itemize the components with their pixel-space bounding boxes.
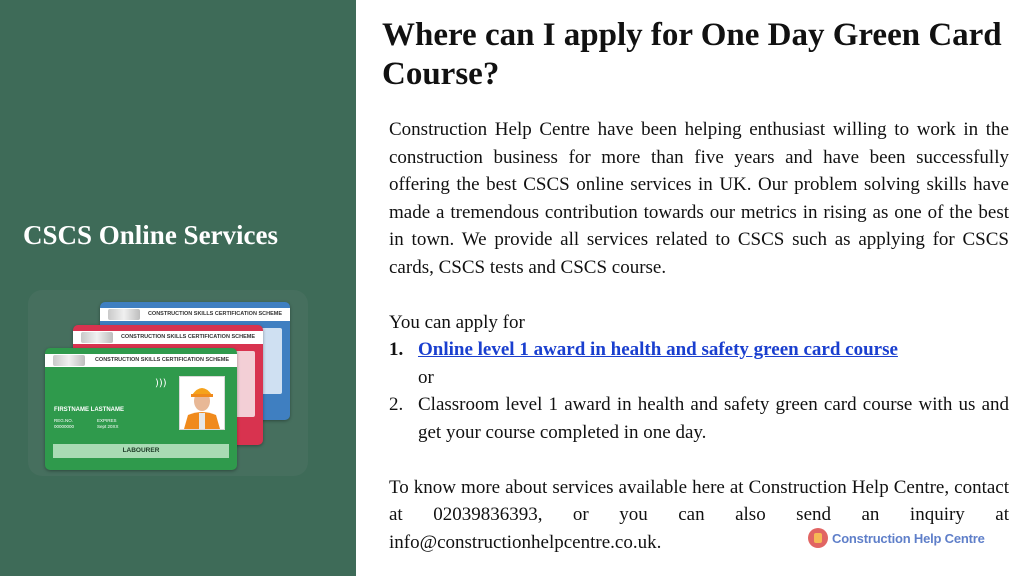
cscs-logo: [81, 332, 113, 343]
contactless-icon: ))): [155, 378, 167, 389]
apply-intro: You can apply for: [389, 311, 525, 333]
option-suffix: or: [418, 366, 434, 388]
page-title: Where can I apply for One Day Green Card Course?: [382, 17, 1002, 92]
cscs-logo: [108, 309, 140, 320]
contact-paragraph: To know more about services available here at Construction Help Centre, contact at 02039836393, or you can also send an inquiry at info@constructionhelpcentre.co.uk.: [389, 476, 1009, 553]
sidebar: [0, 0, 356, 576]
online-course-link[interactable]: Online level 1 award in health and safety green card course: [418, 339, 898, 360]
list-item: [389, 336, 1009, 391]
list-number: 2.: [389, 394, 404, 415]
sidebar-title: CSCS Online Services: [23, 220, 279, 250]
card-scheme-band: CONSTRUCTION SKILLS CERTIFICATION SCHEME: [45, 354, 237, 367]
main-content: [389, 116, 1009, 556]
card-scheme-band: CONSTRUCTION SKILLS CERTIFICATION SCHEME: [73, 331, 263, 344]
cscs-logo: [53, 355, 85, 366]
cscs-cards-image: [28, 290, 308, 476]
card-scheme-band: CONSTRUCTION SKILLS CERTIFICATION SCHEME: [100, 308, 290, 321]
cardholder-photo: [179, 376, 225, 430]
intro-paragraph: Construction Help Centre have been helping enthusiast willing to work in the construction business for more than five years and have been successfully offering the best CSCS online services in UK. Our problem solving skills have made a tremendous contribution towards our metrics in rising as one of the best in town. We provide all services related to CSCS such as applying for CSCS cards, CSCS tests and CSCS course.: [389, 119, 1009, 278]
cscs-card-green: [45, 348, 237, 470]
card-expiry: EXPIRES Sept 20XX: [97, 418, 119, 429]
card-reg-number: REG.NO. 00000000: [54, 418, 75, 429]
worker-portrait-icon: [180, 377, 224, 429]
cardholder-name: FIRSTNAME LASTNAME: [54, 407, 124, 413]
card-role-label: LABOURER: [53, 444, 229, 458]
classroom-course-text: Classroom level 1 award in health and safety green card course with us and get your course completed in one day.: [418, 394, 1009, 443]
course-options-list: [389, 336, 1009, 446]
list-number: 1.: [389, 339, 404, 360]
watermark-text: Construction Help Centre: [832, 530, 985, 546]
list-item: [389, 391, 1009, 446]
